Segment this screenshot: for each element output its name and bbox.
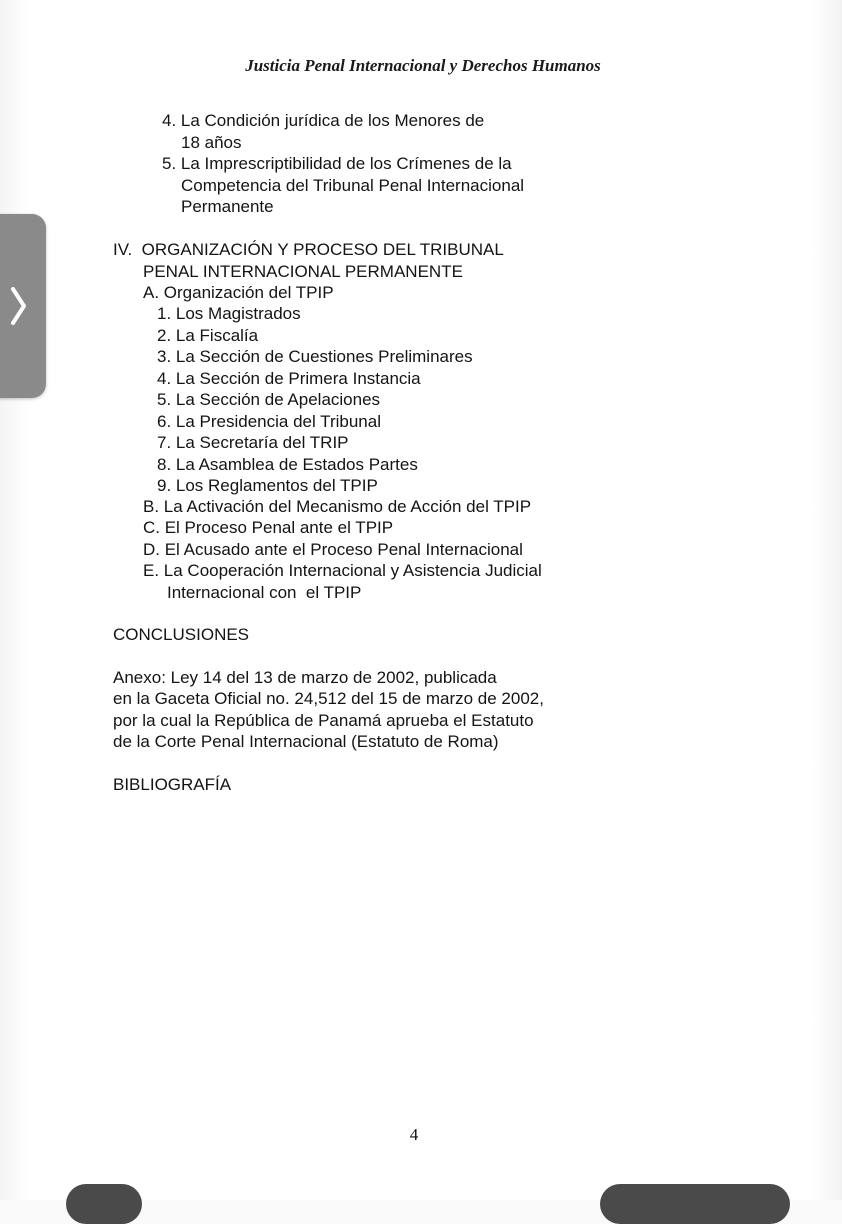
toc-item-menores: 4. La Condición jurídica de los Menores de bbox=[162, 111, 485, 130]
page-number: 4 bbox=[409, 1125, 419, 1144]
subsection-e: E. La Cooperación Internacional y Asistencia Judicial bbox=[143, 561, 542, 580]
anexo-line-4: de la Corte Penal Internacional (Estatuto de Roma) bbox=[113, 732, 499, 751]
section-iv-heading-cont: PENAL INTERNACIONAL PERMANENTE bbox=[143, 262, 463, 281]
anexo-line-2: en la Gaceta Oficial no. 24,512 del 15 de marzo de 2002, bbox=[113, 689, 544, 708]
toc-item-menores-cont: 18 años bbox=[181, 133, 242, 152]
toc-item-imprescriptibilidad-cont: Competencia del Tribunal Penal Internacional bbox=[181, 176, 525, 195]
toc-item-presidencia: 6. La Presidencia del Tribunal bbox=[157, 412, 381, 431]
toc-item-asamblea: 8. La Asamblea de Estados Partes bbox=[157, 455, 418, 474]
anexo-line-3: por la cual la República de Panamá aprueba el Estatuto bbox=[113, 711, 534, 730]
section-iv-heading: IV. ORGANIZACIÓN Y PROCESO DEL TRIBUNAL bbox=[113, 240, 504, 259]
toc-item-apelaciones: 5. La Sección de Apelaciones bbox=[157, 390, 381, 409]
subsection-b: B. La Activación del Mecanismo de Acción del TPIP bbox=[143, 497, 532, 516]
chevron-right-icon bbox=[10, 286, 28, 326]
toc-item-primera-instancia: 4. La Sección de Primera Instancia bbox=[157, 369, 421, 388]
bibliografia-heading: BIBLIOGRAFÍA bbox=[113, 775, 232, 794]
anexo-line-1: Anexo: Ley 14 del 13 de marzo de 2002, publicada bbox=[113, 668, 497, 687]
subsection-a: A. Organización del TPIP bbox=[143, 283, 334, 302]
toc-item-fiscalia: 2. La Fiscalía bbox=[157, 326, 259, 345]
bottom-right-control[interactable] bbox=[600, 1184, 790, 1224]
toc-item-reglamentos: 9. Los Reglamentos del TPIP bbox=[157, 476, 378, 495]
toc-item-cuestiones-preliminares: 3. La Sección de Cuestiones Preliminares bbox=[157, 347, 473, 366]
subsection-d: D. El Acusado ante el Proceso Penal Internacional bbox=[143, 540, 523, 559]
conclusiones-heading: CONCLUSIONES bbox=[113, 625, 250, 644]
toc-item-magistrados: 1. Los Magistrados bbox=[157, 304, 301, 323]
running-header: Justicia Penal Internacional y Derechos Humanos bbox=[245, 56, 601, 75]
toc-item-secretaria: 7. La Secretaría del TRIP bbox=[157, 433, 349, 452]
next-page-button[interactable] bbox=[0, 214, 46, 398]
toc-item-imprescriptibilidad: 5. La Imprescriptibilidad de los Crímenes de la bbox=[162, 154, 512, 173]
subsection-c: C. El Proceso Penal ante el TPIP bbox=[143, 518, 394, 537]
bottom-left-control[interactable] bbox=[66, 1184, 142, 1224]
subsection-e-cont: Internacional con el TPIP bbox=[167, 583, 362, 602]
toc-item-imprescriptibilidad-cont2: Permanente bbox=[181, 197, 274, 216]
